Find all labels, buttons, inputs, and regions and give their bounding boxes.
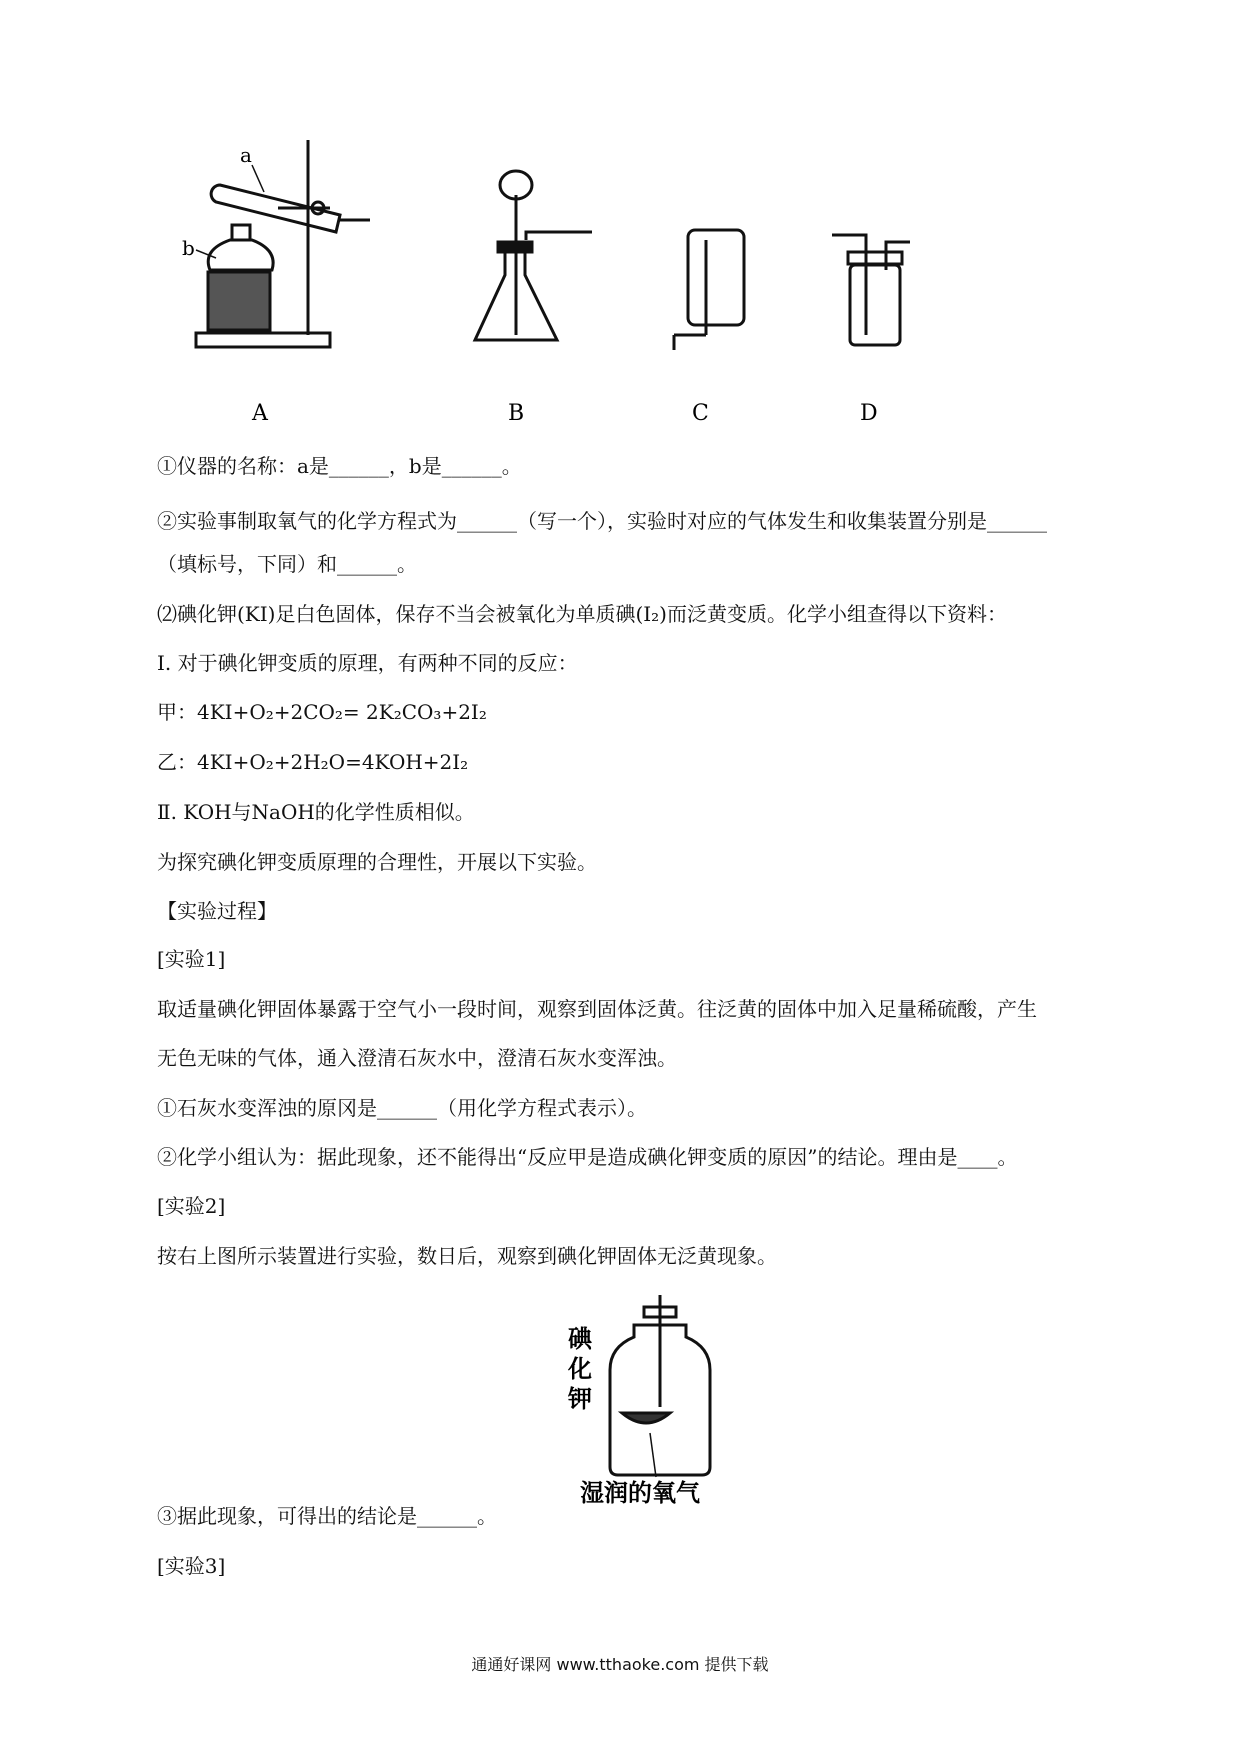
caption-d: D (860, 401, 878, 426)
stand-base (196, 333, 330, 347)
experiment-heading: [实验3] (157, 1554, 226, 1578)
equation-line: 甲：4KI+O₂+2CO₂= 2K₂CO₃+2I₂ (157, 700, 487, 724)
question-line: 无色无味的气体，通入澄清石灰水中，澄清石灰水变浑浊。 (157, 1046, 677, 1070)
question-line: （填标号，下同）和______。 (157, 552, 417, 576)
caption-b: B (508, 401, 525, 426)
caption-c: C (692, 401, 709, 426)
label-b: b (182, 236, 195, 260)
question-line: ①石灰水变浑浊的原冈是______（用化学方程式表示）。 (157, 1096, 647, 1120)
experiment-heading: [实验1] (157, 947, 226, 971)
jar-side-label-2: 化 (568, 1355, 592, 1383)
footer-credit: 通通好课网 www.tthaoke.com 提供下载 (471, 1655, 769, 1674)
question-line: 按右上图所示装置进行实验，数日后，观察到碘化钾固体无泛黄现象。 (157, 1244, 777, 1268)
caption-a: A (252, 401, 268, 426)
lamp-block (208, 272, 270, 330)
question-line: Ⅰ. 对于碘化钾变质的原理，有两种不同的反应： (157, 651, 578, 675)
question-line: ③据此现象，可得出的结论是______。 (157, 1504, 497, 1528)
equation-line: 乙：4KI+O₂+2H₂O=4KOH+2I₂ (157, 750, 469, 774)
question-line: Ⅱ. KOH与NaOH的化学性质相似。 (157, 800, 475, 824)
question-line: 为探究碘化钾变质原理的合理性，开展以下实验。 (157, 850, 597, 874)
question-line: 取适量碘化钾固体暴露于空气小一段时间，观察到固体泛黄。往泛黄的固体中加入足量稀硫酸，产生 (157, 997, 1037, 1021)
inverted-bottle (688, 230, 744, 325)
alcohol-lamp (208, 240, 273, 270)
jar-bottom-label: 湿润的氧气 (580, 1479, 700, 1505)
question-line: ②化学小组认为：据此现象，还不能得出“反应甲是造成碘化钾变质的原因”的结论。理由是____。 (157, 1145, 1018, 1169)
experiment-heading: [实验2] (157, 1194, 226, 1218)
apparatus-figure (180, 140, 1020, 440)
question-line: ⑵碘化钾(KI)足白色固体，保存不当会被氧化为单质碘(I₂)而泛黄变质。化学小组查得以下资料： (157, 602, 1007, 626)
jar-side-label-1: 碘 (568, 1325, 592, 1353)
jar-side-label-3: 钾 (568, 1385, 592, 1413)
gas-bottle (850, 265, 900, 345)
section-heading: 【实验过程】 (157, 899, 277, 923)
question-line: ②实验事制取氧气的化学方程式为______（写一个），实验时对应的气体发生和收集装置分别是______ (157, 509, 1047, 533)
label-a: a (240, 143, 252, 167)
jar-figure (560, 1295, 730, 1505)
question-line: ①仪器的名称：a是______，b是______。 (157, 454, 522, 478)
